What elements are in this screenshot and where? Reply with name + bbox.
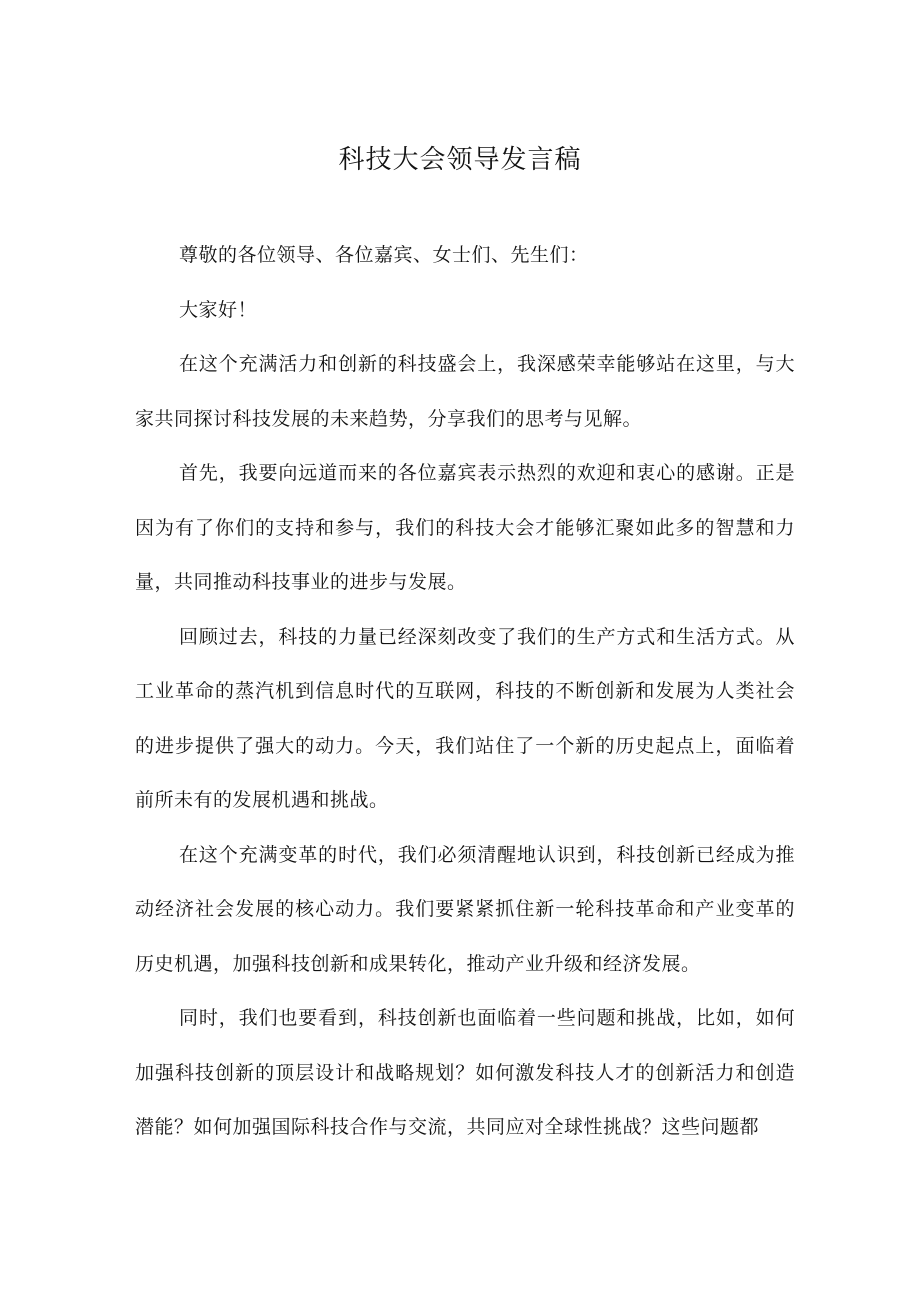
body-paragraph: 在这个充满变革的时代，我们必须清醒地认识到，科技创新已经成为推动经济社会发展的核心动力。我们要紧紧抓住新一轮科技革命和产业变革的历史机遇，加强科技创新和成果转化，推动产业升级和经济发展。: [135, 843, 795, 975]
document-title: 科技大会领导发言稿: [338, 145, 582, 175]
document-body: [135, 228, 795, 1155]
salutation-paragraph: 尊敬的各位领导、各位嘉宾、女士们、先生们：: [179, 244, 589, 266]
body-paragraph: 在这个充满活力和创新的科技盛会上，我深感荣幸能够站在这里，与大家共同探讨科技发展的未来趋势，分享我们的思考与见解。: [135, 353, 795, 430]
body-paragraph: 同时，我们也要看到，科技创新也面临着一些问题和挑战，比如，如何加强科技创新的顶层设计和战略规划？如何激发科技人才的创新活力和创造潜能？如何加强国际科技合作与交流，共同应对全球性挑战？这些问题都: [135, 1007, 795, 1138]
body-paragraph: 首先，我要向远道而来的各位嘉宾表示热烈的欢迎和衷心的感谢。正是因为有了你们的支持和参与，我们的科技大会才能够汇聚如此多的智慧和力量，共同推动科技事业的进步与发展。: [135, 462, 795, 593]
greeting-paragraph: 大家好！: [179, 298, 258, 321]
body-paragraph: 回顾过去，科技的力量已经深刻改变了我们的生产方式和生活方式。从工业革命的蒸汽机到信息时代的互联网，科技的不断创新和发展为人类社会的进步提供了强大的动力。今天，我们站住了一个新的历史起点上，面临着前所未有的发展机遇和挑战。: [135, 625, 795, 811]
